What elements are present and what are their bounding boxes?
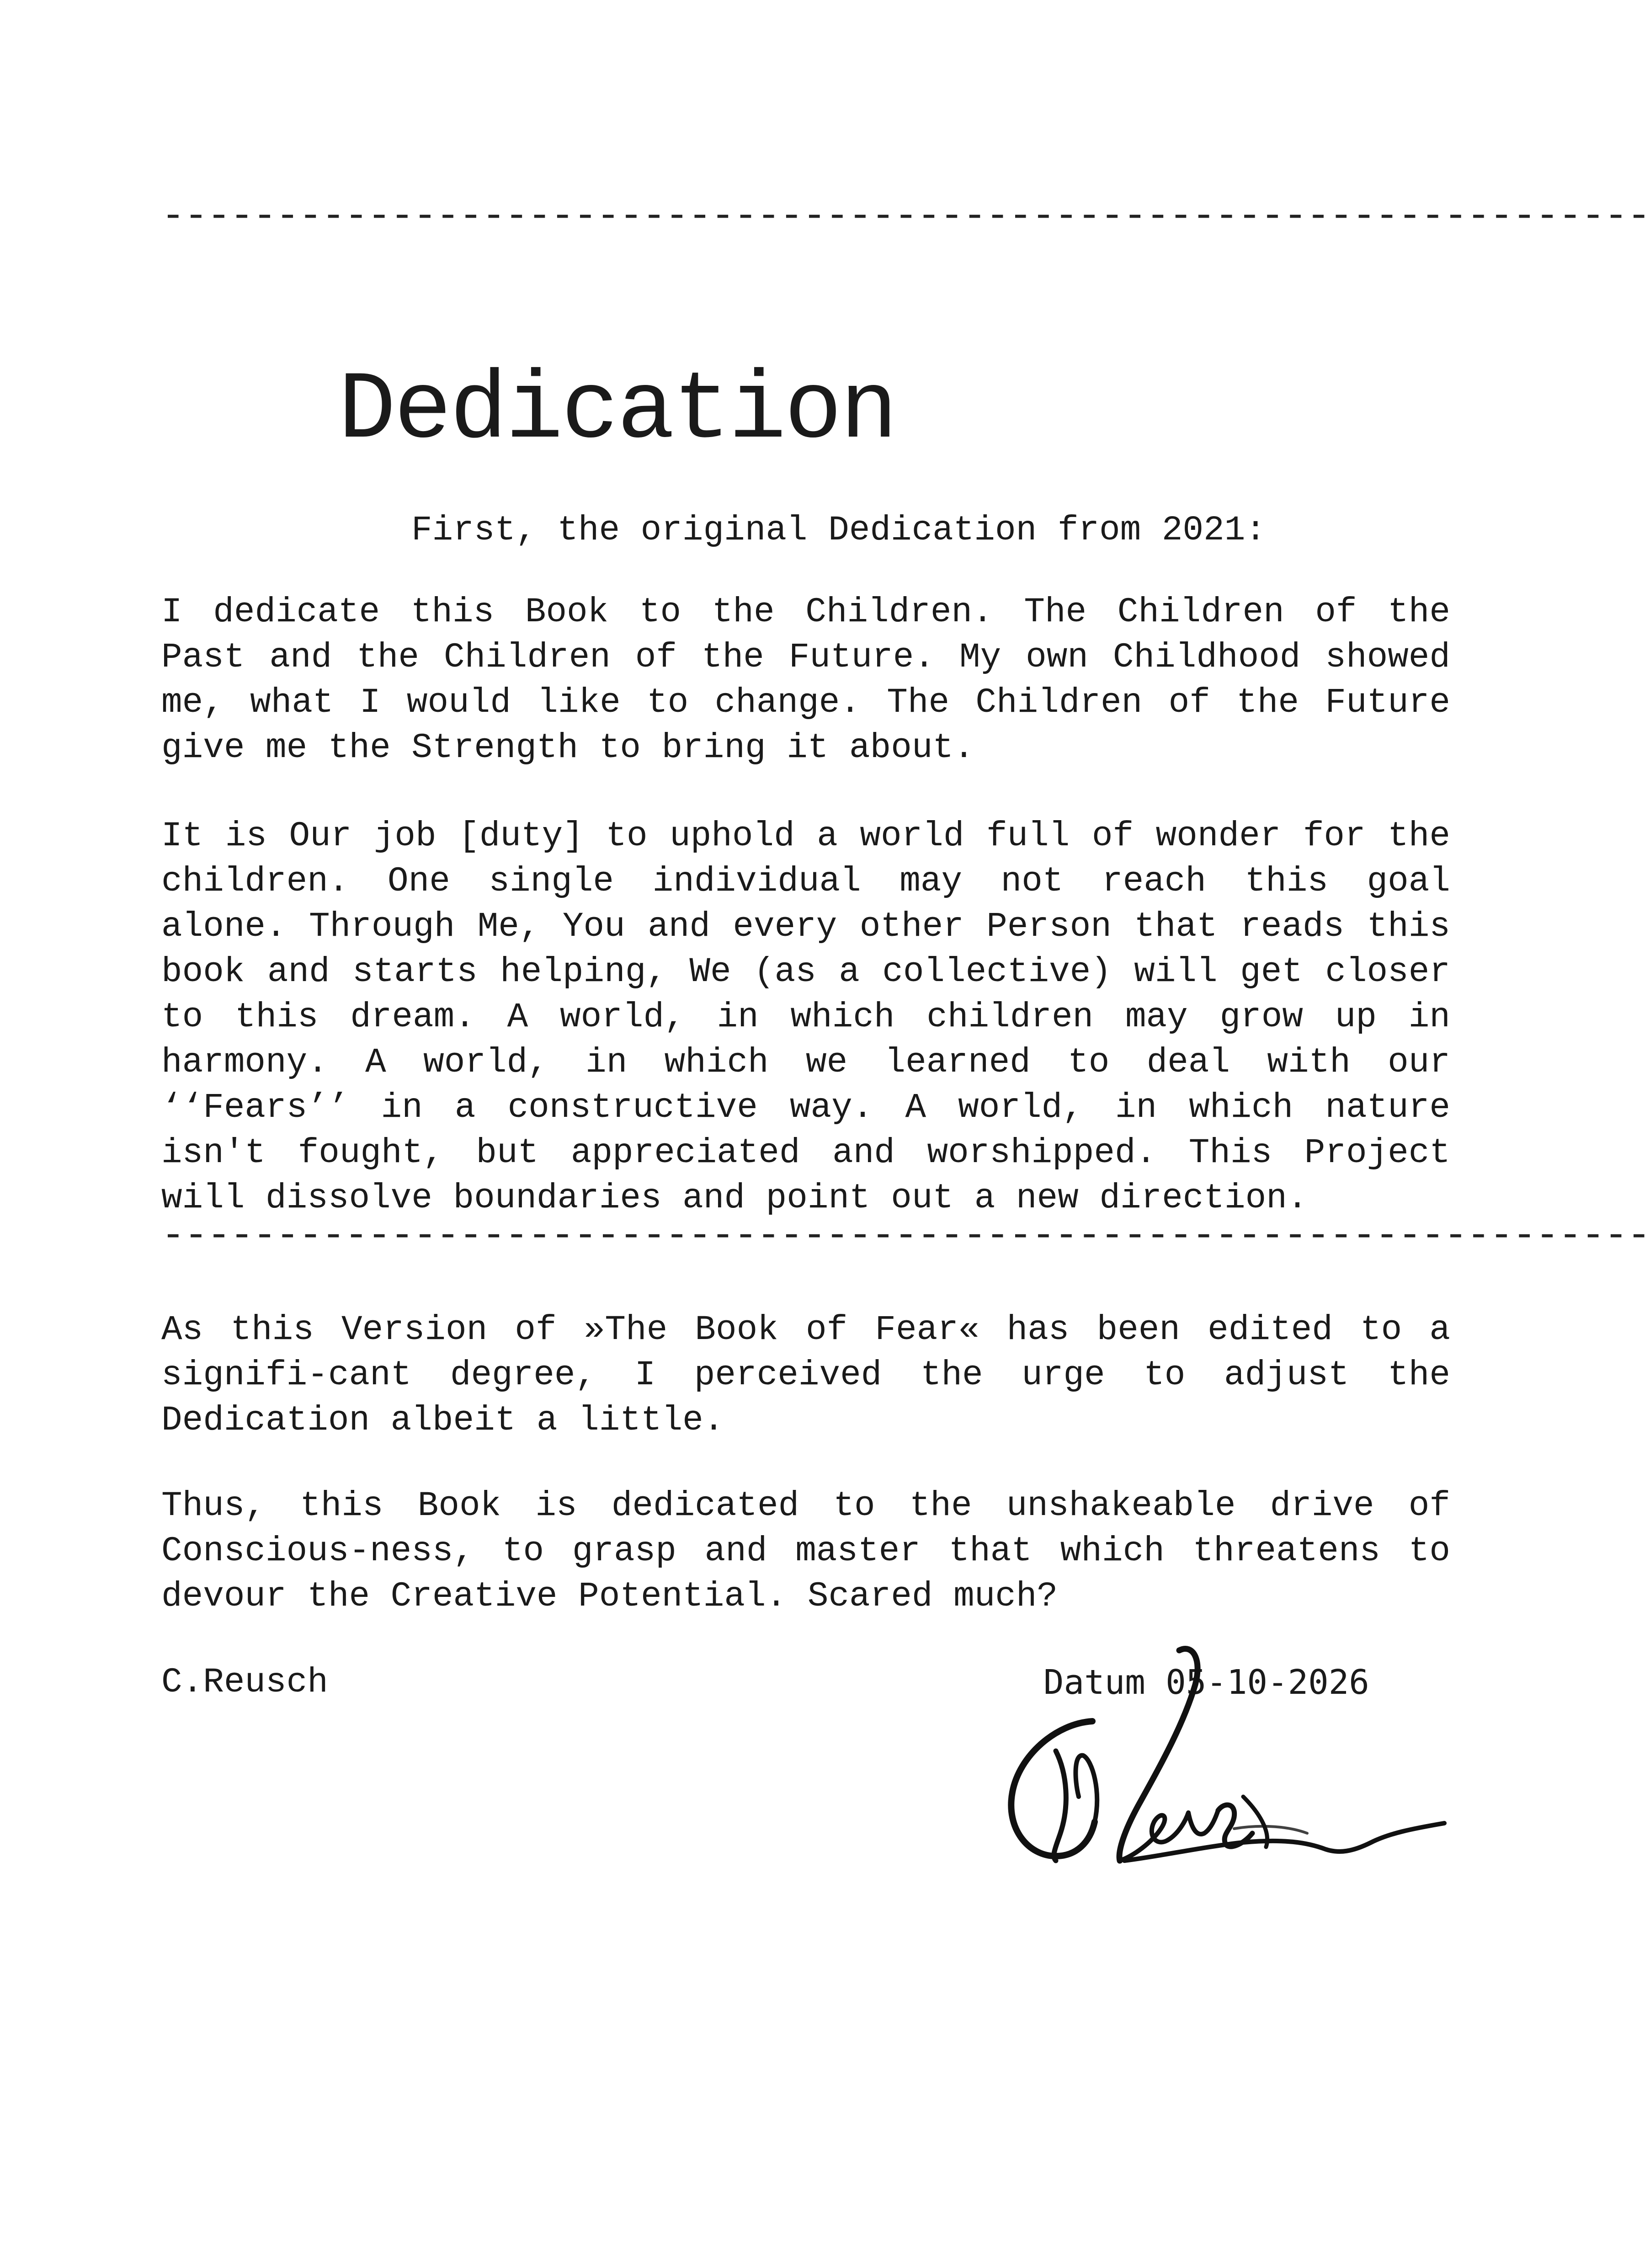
paragraph-new-dedication: Thus, this Book is dedicated to the unshakeable drive of Conscious-ness, to grasp and master that which threatens to devour the Creative Potential. Scared much? bbox=[161, 1486, 1450, 1616]
page-title: Dedication bbox=[338, 357, 896, 466]
middle-divider: ----------------------------------------------------------------- bbox=[161, 1213, 1650, 1258]
paragraph-revision-note: As this Version of »The Book of Fear« has been edited to a signifi-cant degree, I perceived the urge to adjust the Dedication albeit a little. bbox=[161, 1310, 1450, 1440]
top-divider: ----------------------------------------------------------------- bbox=[161, 194, 1650, 239]
paragraph-original-1: I dedicate this Book to the Children. The Children of the Past and the Children of the Future. My own Childhood showed me, what I would like to change. The Children of the Future give me the Strength to bring it about. bbox=[161, 592, 1450, 768]
paragraph-original-2: It is Our job [duty] to uphold a world full of wonder for the children. One single individual may not reach this goal alone. Through Me, You and every other Person that reads this book and starts helping, We (as a collective) will get closer to this dream. A world, in which children may grow up in harmony. A world, in which we learned to deal with our ‘‘Fears’’ in a constructive way. A world, in which nature isn't fought, but appreciated and worshipped. This Project will dissolve boundaries and point out a new direction. bbox=[161, 816, 1450, 1218]
intro-line: First, the original Dedication from 2021: bbox=[411, 511, 1266, 550]
handwritten-signature-icon bbox=[987, 1641, 1453, 1925]
date-stamp: Datum 05-10-2026 bbox=[1043, 1663, 1369, 1702]
author-name: C.Reusch bbox=[161, 1663, 328, 1702]
